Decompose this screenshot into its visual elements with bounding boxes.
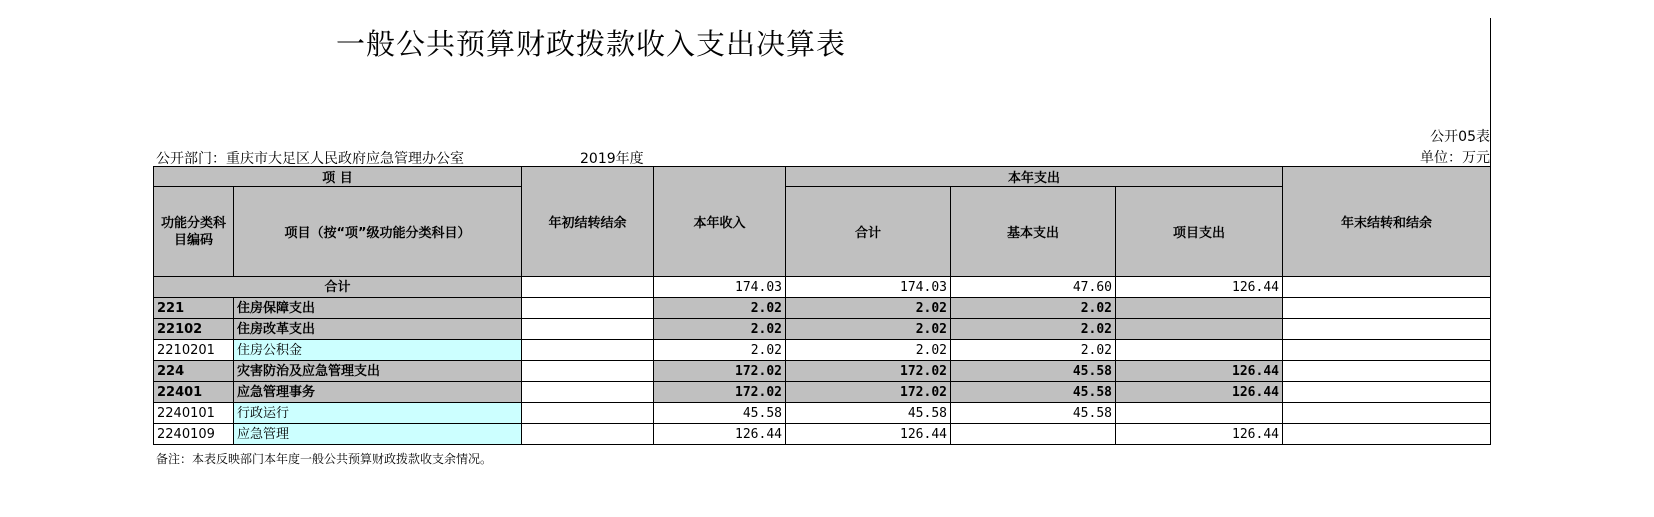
cell-project <box>1116 298 1283 319</box>
header-row-1 <box>154 167 1491 187</box>
cell-opening <box>522 424 654 445</box>
cell-closing <box>1283 340 1491 361</box>
cell-total: 2.02 <box>786 319 951 340</box>
header-closing: 年末结转和结余 <box>1283 167 1491 277</box>
cell-code: 22102 <box>154 319 234 340</box>
cell-basic: 2.02 <box>951 319 1116 340</box>
table-row <box>154 361 1491 382</box>
header-name: 项目（按“项”级功能分类科目） <box>234 187 522 277</box>
header-expense-group: 本年支出 <box>786 167 1283 187</box>
cell-code: 224 <box>154 361 234 382</box>
cell-income: 45.58 <box>654 403 786 424</box>
total-label: 合计 <box>154 277 522 298</box>
cell-name: 应急管理事务 <box>234 382 522 403</box>
header-opening: 年初结转结余 <box>522 167 654 277</box>
header-item: 项 目 <box>154 167 522 187</box>
table-row <box>154 340 1491 361</box>
header-income: 本年收入 <box>654 167 786 277</box>
budget-table <box>153 166 1491 445</box>
cell-basic: 47.60 <box>951 277 1116 298</box>
cell-total: 174.03 <box>786 277 951 298</box>
table-row <box>154 424 1491 445</box>
cell-total: 172.02 <box>786 361 951 382</box>
cell-basic: 2.02 <box>951 298 1116 319</box>
table-row <box>154 298 1491 319</box>
header-project: 项目支出 <box>1116 187 1283 277</box>
cell-closing <box>1283 319 1491 340</box>
cell-closing <box>1283 424 1491 445</box>
cell-opening <box>522 319 654 340</box>
unit-label: 单位：万元 <box>1420 150 1490 166</box>
cell-project <box>1116 403 1283 424</box>
cell-project <box>1116 319 1283 340</box>
cell-opening <box>522 361 654 382</box>
header-total: 合计 <box>786 187 951 277</box>
cell-closing <box>1283 403 1491 424</box>
cell-income: 172.02 <box>654 361 786 382</box>
department-label: 公开部门： <box>156 151 226 167</box>
cell-total: 45.58 <box>786 403 951 424</box>
cell-income: 174.03 <box>654 277 786 298</box>
table-note: 备注：本表反映部门本年度一般公共预算财政拨款收支余情况。 <box>156 452 493 466</box>
table-row <box>154 403 1491 424</box>
cell-basic <box>951 424 1116 445</box>
cell-basic: 2.02 <box>951 340 1116 361</box>
cell-opening <box>522 298 654 319</box>
table-row <box>154 382 1491 403</box>
cell-opening <box>522 340 654 361</box>
cell-code: 2210201 <box>154 340 234 361</box>
cell-opening <box>522 403 654 424</box>
cell-closing <box>1283 361 1491 382</box>
cell-income: 2.02 <box>654 340 786 361</box>
cell-code: 22401 <box>154 382 234 403</box>
cell-total: 2.02 <box>786 298 951 319</box>
cell-basic: 45.58 <box>951 403 1116 424</box>
cell-opening <box>522 382 654 403</box>
cell-income: 126.44 <box>654 424 786 445</box>
cell-income: 2.02 <box>654 298 786 319</box>
cell-income: 2.02 <box>654 319 786 340</box>
cell-name: 行政运行 <box>234 403 522 424</box>
fiscal-year: 2019年度 <box>580 151 644 167</box>
cell-total: 126.44 <box>786 424 951 445</box>
cell-income: 172.02 <box>654 382 786 403</box>
cell-code: 2240109 <box>154 424 234 445</box>
cell-closing <box>1283 277 1491 298</box>
department-name: 重庆市大足区人民政府应急管理办公室 <box>226 151 464 167</box>
cell-basic: 45.58 <box>951 361 1116 382</box>
department-line <box>156 148 518 168</box>
header-basic: 基本支出 <box>951 187 1116 277</box>
cell-code: 2240101 <box>154 403 234 424</box>
cell-name: 住房改革支出 <box>234 319 522 340</box>
cell-name: 应急管理 <box>234 424 522 445</box>
page-title: 一般公共预算财政拨款收入支出决算表 <box>336 27 847 61</box>
cell-project: 126.44 <box>1116 382 1283 403</box>
cell-basic: 45.58 <box>951 382 1116 403</box>
cell-name: 灾害防治及应急管理支出 <box>234 361 522 382</box>
cell-project: 126.44 <box>1116 277 1283 298</box>
cell-project <box>1116 340 1283 361</box>
cell-opening <box>522 277 654 298</box>
cell-name: 住房公积金 <box>234 340 522 361</box>
cell-closing <box>1283 298 1491 319</box>
form-number: 公开05表 <box>1430 129 1490 145</box>
cell-closing <box>1283 382 1491 403</box>
total-row <box>154 277 1491 298</box>
table-row <box>154 319 1491 340</box>
cell-total: 2.02 <box>786 340 951 361</box>
cell-name: 住房保障支出 <box>234 298 522 319</box>
cell-project: 126.44 <box>1116 361 1283 382</box>
cell-project: 126.44 <box>1116 424 1283 445</box>
header-code: 功能分类科目编码 <box>154 187 234 277</box>
cell-code: 221 <box>154 298 234 319</box>
cell-total: 172.02 <box>786 382 951 403</box>
